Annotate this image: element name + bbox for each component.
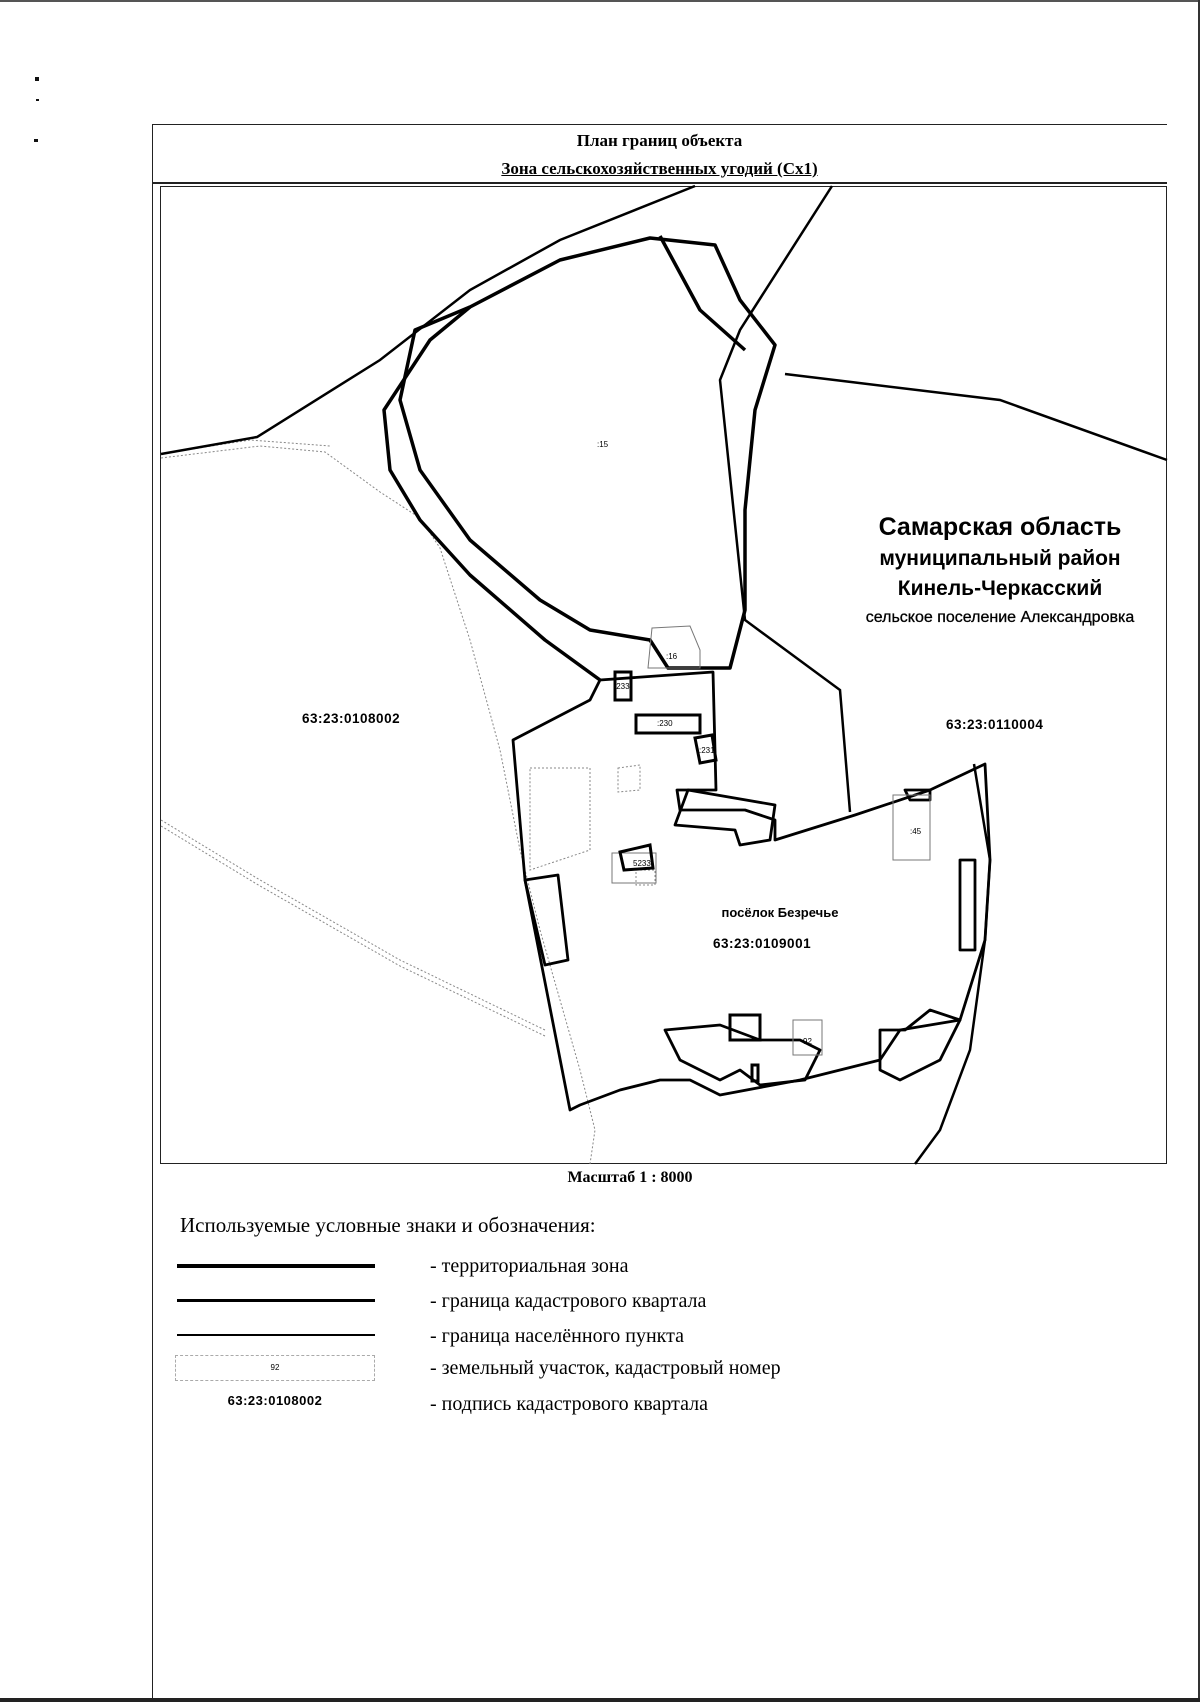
legend-label: - подпись кадастрового квартала xyxy=(430,1393,708,1415)
settlement-outline xyxy=(880,1010,960,1080)
settlement-name: посёлок Безречье xyxy=(721,905,839,920)
region-oblast: Самарская область xyxy=(878,513,1122,541)
parcel-label-16: :16 xyxy=(666,652,678,661)
road-line xyxy=(161,826,545,1036)
road-line xyxy=(530,768,590,870)
road-line xyxy=(161,440,330,454)
settlement-outline xyxy=(513,672,990,1110)
legend-label: - территориальная зона xyxy=(430,1255,629,1277)
legend-item xyxy=(172,1321,1072,1351)
parcel-label-15: :15 xyxy=(597,440,609,449)
road-line xyxy=(618,765,640,792)
thick-line-symbol xyxy=(177,1264,375,1268)
settlement-outline xyxy=(675,790,775,845)
legend-item xyxy=(172,1353,1072,1383)
zone-outline xyxy=(660,236,745,350)
quarter-boundary-line xyxy=(161,186,695,454)
parcel-label-5233: 5233 xyxy=(633,859,651,868)
quarter-boundary-line xyxy=(785,374,1167,460)
legend-symbol-quarter-boundary xyxy=(172,1286,375,1316)
territorial-zone-lines xyxy=(384,236,775,680)
parcel-label-231: :231 xyxy=(699,746,715,755)
road-line xyxy=(161,820,545,1030)
legend-item xyxy=(172,1251,1072,1281)
legend-symbol-parcel xyxy=(172,1353,375,1383)
parcel-box-symbol: 92 xyxy=(175,1355,375,1381)
legend-symbol-quarter-label xyxy=(172,1389,375,1419)
region-settlement: сельское поселение Александровка xyxy=(865,609,1135,626)
zone-outline xyxy=(384,307,600,680)
region-label-block xyxy=(800,510,1200,632)
legend-heading: Используемые условные знаки и обозначения: xyxy=(180,1213,596,1237)
road-line xyxy=(161,446,595,1164)
thin-line-symbol xyxy=(177,1334,375,1336)
parcel-label-45: :45 xyxy=(910,827,922,836)
road-lines xyxy=(161,440,655,1164)
parcel-label-233: :233 xyxy=(614,682,630,691)
quarter-label-east: 63:23:0110004 xyxy=(946,717,1044,732)
zone-outline xyxy=(400,238,775,668)
legend-label: - граница кадастрового квартала xyxy=(430,1290,707,1312)
quarter-label-center: 63:23:0109001 xyxy=(713,936,812,951)
parcel-92-inner xyxy=(730,1015,760,1040)
plan-title: План границ объекта xyxy=(576,131,743,150)
legend-label: - граница населённого пункта xyxy=(430,1325,684,1347)
legend-item xyxy=(172,1389,1072,1419)
parcel-label-92: 92 xyxy=(803,1037,812,1046)
medium-line-symbol xyxy=(177,1299,375,1302)
zone-subtitle: Зона сельскохозяйственных угодий (Сх1) xyxy=(501,159,818,178)
legend-symbol-settlement-boundary xyxy=(172,1321,375,1351)
region-district-line2: Кинель-Черкасский xyxy=(897,577,1103,600)
parcel-label-230: :230 xyxy=(657,719,673,728)
legend-symbol-territorial-zone xyxy=(172,1251,375,1281)
settlement-boundary xyxy=(513,672,990,1110)
legend-label: - земельный участок, кадастровый номер xyxy=(430,1357,781,1379)
region-district-line1: муниципальный район xyxy=(879,547,1121,570)
quarter-label-symbol: 63:23:0108002 xyxy=(227,1393,323,1408)
quarter-label-west: 63:23:0108002 xyxy=(302,711,401,726)
map-scale: Масштаб 1 : 8000 xyxy=(567,1169,693,1186)
quarter-boundary-line xyxy=(720,186,850,812)
settlement-outline xyxy=(960,860,975,950)
parcel-small xyxy=(752,1065,758,1081)
small-parcels xyxy=(615,672,760,1081)
legend-item xyxy=(172,1286,1072,1316)
